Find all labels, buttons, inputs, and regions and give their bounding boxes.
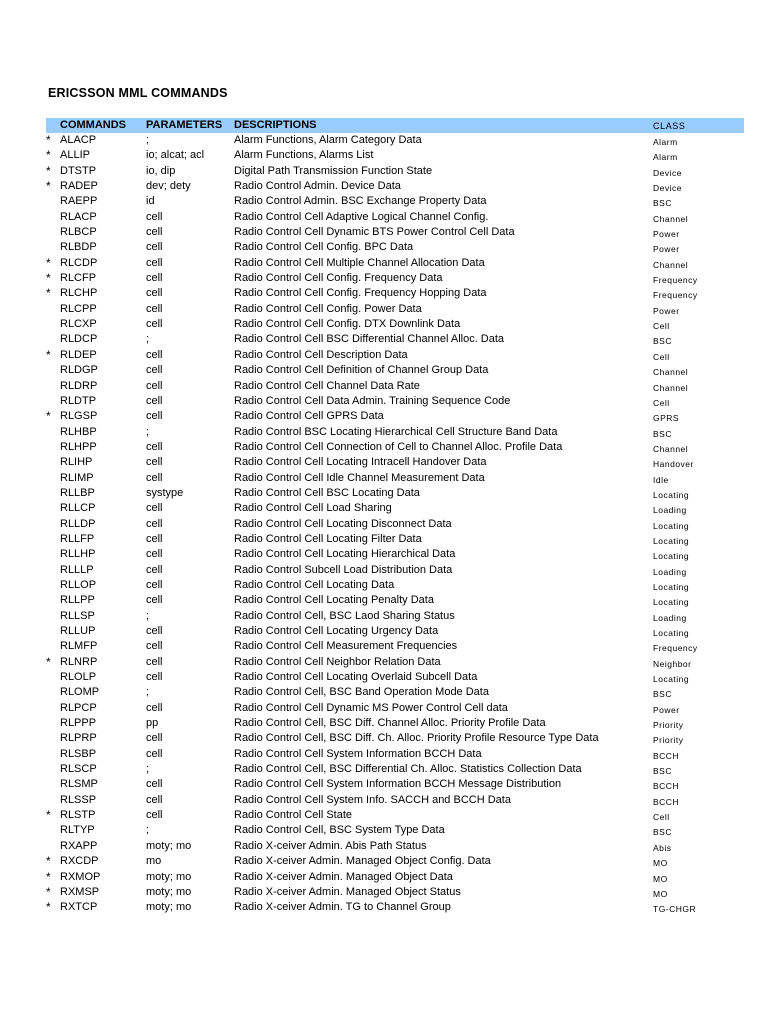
parameters-cell: moty; mo: [146, 885, 192, 898]
description-cell: Radio Control Cell System Info. SACCH and BCCH Data: [234, 793, 511, 806]
command-cell: RAEPP: [60, 195, 98, 208]
parameters-cell: cell: [146, 364, 163, 377]
command-cell: DTSTP: [60, 164, 97, 177]
star-marker: *: [46, 869, 51, 884]
description-cell: Radio Control Cell Locating Urgency Data: [234, 625, 439, 637]
class-cell: Locating: [653, 535, 690, 546]
class-cell: Locating: [653, 674, 690, 685]
command-cell: ALACP: [60, 134, 97, 146]
class-cell: Cell: [653, 397, 670, 408]
table-row: [0, 885, 768, 900]
table-row: [0, 793, 768, 808]
table-row: [0, 808, 768, 823]
class-cell: BSC: [653, 827, 672, 838]
table-header: [46, 118, 744, 133]
parameters-cell: cell: [146, 502, 163, 515]
star-marker: *: [46, 133, 51, 147]
parameters-cell: mo: [146, 855, 162, 868]
command-cell: RLNRP: [60, 655, 98, 668]
description-cell: Radio Control Cell Locating Disconnect Data: [234, 517, 452, 530]
table-row: [0, 685, 768, 700]
class-cell: Locating: [653, 597, 690, 608]
header-class: CLASS: [653, 121, 686, 131]
parameters-cell: cell: [146, 456, 163, 469]
command-cell: RLHPP: [60, 440, 97, 453]
description-cell: Radio Control Cell Description Data: [234, 348, 408, 361]
parameters-cell: cell: [146, 548, 163, 561]
parameters-cell: ;: [146, 763, 150, 776]
description-cell: Radio Control Cell Measurement Frequencies: [234, 640, 458, 653]
class-cell: Power: [653, 244, 680, 255]
table-row: [0, 302, 768, 317]
command-cell: RLLHP: [60, 548, 96, 561]
table-row: [0, 194, 768, 209]
class-cell: Locating: [653, 581, 690, 592]
table-row: [0, 578, 768, 593]
table-row: [0, 517, 768, 532]
class-cell: Frequency: [653, 643, 698, 654]
class-cell: Locating: [653, 628, 690, 638]
command-cell: RLHBP: [60, 425, 97, 438]
class-cell: Frequency: [653, 275, 698, 286]
command-cell: RLPRP: [60, 732, 97, 745]
table-row: [0, 624, 768, 639]
star-marker: *: [46, 854, 51, 869]
star-marker: *: [46, 409, 51, 424]
parameters-cell: io, dip: [146, 164, 176, 177]
command-cell: RLLDP: [60, 517, 96, 530]
parameters-cell: cell: [146, 348, 163, 361]
description-cell: Radio Control Cell Locating Intracell Handover Data: [234, 456, 487, 469]
description-cell: Radio Control Cell Locating Data: [234, 578, 395, 591]
command-cell: RLPPP: [60, 717, 97, 730]
class-cell: Channel: [653, 367, 689, 378]
command-cell: RXMOP: [60, 870, 101, 883]
description-cell: Alarm Functions, Alarms List: [234, 149, 374, 162]
parameters-cell: cell: [146, 302, 163, 315]
parameters-cell: cell: [146, 394, 163, 407]
description-cell: Radio Control Cell Locating Filter Data: [234, 532, 422, 545]
parameters-cell: cell: [146, 517, 163, 530]
parameters-cell: id: [146, 195, 155, 208]
parameters-cell: cell: [146, 226, 163, 239]
description-cell: Radio Control Cell Definition of Channel Group Data: [234, 364, 489, 377]
command-cell: RLSCP: [60, 763, 97, 776]
table-row: [0, 563, 768, 578]
table-row: [0, 210, 768, 225]
parameters-cell: dev; dety: [146, 180, 191, 193]
description-cell: Radio Control Cell, BSC Diff. Ch. Alloc. Priority Profile Resource Type Data: [234, 732, 599, 745]
parameters-cell: cell: [146, 594, 163, 607]
table-row: [0, 547, 768, 562]
parameters-cell: cell: [146, 287, 163, 300]
command-cell: RLACP: [60, 210, 97, 223]
parameters-cell: ;: [146, 686, 150, 699]
command-cell: RLDGP: [60, 364, 98, 377]
header-descriptions: DESCRIPTIONS: [234, 119, 317, 131]
command-cell: RLSBP: [60, 747, 97, 760]
class-cell: Power: [653, 704, 680, 715]
parameters-cell: cell: [146, 410, 163, 423]
table-row: [0, 532, 768, 547]
class-cell: Channel: [653, 443, 689, 454]
description-cell: Radio Control Cell, BSC Differential Ch. Alloc. Statistics Collection Data: [234, 763, 582, 776]
command-cell: RXAPP: [60, 839, 98, 852]
class-cell: Power: [653, 229, 680, 240]
star-marker: *: [46, 654, 51, 669]
table-row: [0, 425, 768, 440]
parameters-cell: moty; mo: [146, 901, 192, 914]
star-marker: *: [46, 255, 51, 270]
class-cell: BSC: [653, 428, 672, 439]
star-marker: *: [46, 347, 51, 362]
command-cell: RLLPP: [60, 594, 95, 607]
command-cell: RLCPP: [60, 302, 97, 315]
class-cell: Locating: [653, 489, 690, 500]
command-cell: RXMSP: [60, 885, 100, 898]
parameters-cell: cell: [146, 563, 163, 576]
description-cell: Radio Control Cell Adaptive Logical Channel Config.: [234, 210, 489, 223]
parameters-cell: cell: [146, 440, 163, 453]
command-cell: RLOLP: [60, 671, 97, 684]
class-cell: Cell: [653, 351, 670, 362]
class-cell: TG-CHGR: [653, 904, 697, 915]
class-cell: MO: [653, 873, 668, 884]
description-cell: Radio Control Cell State: [234, 809, 353, 822]
description-cell: Radio Control Subcell Load Distribution Data: [234, 563, 453, 576]
description-cell: Radio Control Admin. Device Data: [234, 180, 401, 193]
table-row: [0, 593, 768, 608]
table-row: [0, 870, 768, 885]
class-cell: Channel: [653, 259, 689, 270]
description-cell: Radio X-ceiver Admin. Managed Object Status: [234, 885, 461, 898]
command-cell: RLIMP: [60, 471, 94, 484]
description-cell: Radio Control Cell System Information BCCH Data: [234, 747, 482, 760]
parameters-cell: moty; mo: [146, 839, 192, 852]
description-cell: Radio X-ceiver Admin. Managed Object Config. Data: [234, 855, 491, 868]
table-row: [0, 225, 768, 240]
command-cell: RLSSP: [60, 793, 97, 806]
command-cell: RLCXP: [60, 318, 97, 331]
table-row: [0, 639, 768, 654]
table-row: [0, 348, 768, 363]
class-cell: Abis: [653, 842, 672, 853]
class-cell: BCCH: [653, 781, 680, 792]
parameters-cell: cell: [146, 778, 163, 791]
class-cell: MO: [653, 888, 668, 899]
command-cell: RLLUP: [60, 625, 96, 637]
description-cell: Radio Control Cell Load Sharing: [234, 502, 392, 515]
command-cell: RLLFP: [60, 532, 95, 545]
class-cell: BCCH: [653, 796, 680, 807]
star-marker: *: [46, 163, 51, 178]
description-cell: Radio Control Cell Channel Data Rate: [234, 379, 420, 392]
description-cell: Radio Control Cell Neighbor Relation Data: [234, 655, 441, 668]
description-cell: Radio Control Cell Config. Frequency Hopping Data: [234, 287, 487, 300]
parameters-cell: cell: [146, 640, 163, 653]
class-cell: Neighbor: [653, 658, 692, 669]
command-cell: RLDCP: [60, 333, 98, 346]
class-cell: Channel: [653, 382, 689, 393]
description-cell: Radio X-ceiver Admin. Abis Path Status: [234, 839, 427, 852]
header-commands: COMMANDS: [60, 119, 126, 131]
description-cell: Radio Control BSC Locating Hierarchical Cell Structure Band Data: [234, 425, 558, 438]
parameters-cell: pp: [146, 717, 159, 730]
table-row: [0, 148, 768, 163]
parameters-cell: cell: [146, 747, 163, 760]
table-row: [0, 747, 768, 762]
description-cell: Radio Control Cell Config. Power Data: [234, 302, 422, 315]
command-cell: RLPCP: [60, 701, 97, 714]
description-cell: Radio Control Cell Connection of Cell to Channel Alloc. Profile Data: [234, 440, 563, 453]
table-row: [0, 762, 768, 777]
description-cell: Digital Path Transmission Function State: [234, 164, 433, 177]
parameters-cell: cell: [146, 471, 163, 484]
command-cell: RLLSP: [60, 609, 95, 622]
description-cell: Radio Control Cell Config. DTX Downlink Data: [234, 318, 461, 331]
description-cell: Radio Control Cell Config. BPC Data: [234, 241, 414, 254]
command-cell: RLDTP: [60, 394, 97, 407]
parameters-cell: moty; mo: [146, 870, 192, 883]
description-cell: Radio X-ceiver Admin. Managed Object Data: [234, 870, 453, 883]
description-cell: Radio Control Cell, BSC Diff. Channel Alloc. Priority Profile Data: [234, 717, 546, 730]
class-cell: Channel: [653, 213, 689, 224]
command-cell: RLDEP: [60, 348, 97, 361]
page-title: ERICSSON MML COMMANDS: [48, 86, 228, 100]
table-row: [0, 609, 768, 624]
table-row: [0, 394, 768, 409]
header-parameters: PARAMETERS: [146, 119, 223, 131]
parameters-cell: ;: [146, 134, 150, 146]
class-cell: Cell: [653, 321, 670, 332]
command-table: [0, 133, 768, 916]
parameters-cell: cell: [146, 655, 163, 668]
table-row: [0, 240, 768, 255]
command-cell: RLSMP: [60, 778, 98, 791]
command-cell: RLOMP: [60, 686, 100, 699]
description-cell: Radio Control Cell Locating Overlaid Subcell Data: [234, 671, 478, 684]
description-cell: Radio Control Cell Locating Penalty Data: [234, 594, 434, 607]
table-row: [0, 440, 768, 455]
class-cell: Locating: [653, 520, 690, 531]
star-marker: *: [46, 900, 51, 915]
description-cell: Radio Control Cell GPRS Data: [234, 410, 384, 423]
table-row: [0, 455, 768, 470]
parameters-cell: ;: [146, 824, 150, 837]
command-cell: RLCFP: [60, 272, 97, 285]
table-row: [0, 256, 768, 271]
table-row: [0, 164, 768, 179]
class-cell: Priority: [653, 720, 684, 731]
table-row: [0, 900, 768, 915]
command-cell: RLTYP: [60, 824, 95, 837]
class-cell: Alarm: [653, 152, 678, 163]
command-cell: RXCDP: [60, 855, 99, 868]
description-cell: Radio Control Cell, BSC Band Operation Mode Data: [234, 686, 489, 699]
description-cell: Radio Control Cell Locating Hierarchical Data: [234, 548, 456, 561]
description-cell: Radio Control Cell BSC Differential Channel Alloc. Data: [234, 333, 505, 346]
class-cell: Loading: [653, 612, 687, 623]
description-cell: Radio Control Cell Config. Frequency Data: [234, 272, 443, 285]
table-row: [0, 486, 768, 501]
command-cell: RLLOP: [60, 578, 97, 591]
command-cell: RLCHP: [60, 287, 98, 300]
parameters-cell: cell: [146, 732, 163, 745]
class-cell: Device: [653, 167, 682, 178]
description-cell: Radio Control Admin. BSC Exchange Property Data: [234, 195, 487, 208]
description-cell: Radio Control Cell Dynamic MS Power Control Cell data: [234, 701, 508, 714]
class-cell: BSC: [653, 766, 672, 777]
command-cell: RADEP: [60, 180, 98, 193]
star-marker: *: [46, 148, 51, 163]
table-row: [0, 332, 768, 347]
description-cell: Radio Control Cell Data Admin. Training Sequence Code: [234, 394, 511, 407]
command-cell: RLSTP: [60, 809, 96, 822]
class-cell: Loading: [653, 566, 687, 577]
command-cell: RLMFP: [60, 640, 98, 653]
star-marker: *: [46, 286, 51, 301]
table-row: [0, 471, 768, 486]
command-cell: RLLCP: [60, 502, 96, 515]
parameters-cell: cell: [146, 532, 163, 545]
table-row: [0, 716, 768, 731]
parameters-cell: ;: [146, 609, 150, 622]
table-row: [0, 839, 768, 854]
command-cell: RLBDP: [60, 241, 97, 254]
table-row: [0, 670, 768, 685]
class-cell: Device: [653, 183, 682, 194]
command-cell: ALLIP: [60, 149, 90, 162]
command-cell: RXTCP: [60, 901, 98, 914]
parameters-cell: ;: [146, 425, 150, 438]
parameters-cell: cell: [146, 625, 163, 637]
parameters-cell: cell: [146, 272, 163, 285]
description-cell: Radio Control Cell Multiple Channel Allocation Data: [234, 256, 485, 269]
class-cell: Cell: [653, 812, 670, 823]
class-cell: Idle: [653, 474, 669, 485]
table-row: [0, 363, 768, 378]
table-row: [0, 701, 768, 716]
parameters-cell: cell: [146, 241, 163, 254]
table-row: [0, 271, 768, 286]
table-row: [0, 133, 768, 148]
description-cell: Radio Control Cell System Information BCCH Message Distribution: [234, 778, 562, 791]
star-marker: *: [46, 271, 51, 286]
command-cell: RLIHP: [60, 456, 93, 469]
description-cell: Radio Control Cell, BSC System Type Data: [234, 824, 445, 837]
class-cell: GPRS: [653, 413, 680, 424]
parameters-cell: cell: [146, 318, 163, 331]
table-row: [0, 854, 768, 869]
class-cell: MO: [653, 858, 668, 869]
class-cell: Frequency: [653, 290, 698, 301]
parameters-cell: systype: [146, 486, 184, 499]
command-cell: RLCDP: [60, 256, 98, 269]
parameters-cell: cell: [146, 793, 163, 806]
class-cell: BSC: [653, 689, 672, 700]
description-cell: Radio Control Cell Idle Channel Measurement Data: [234, 471, 485, 484]
star-marker: *: [46, 808, 51, 823]
parameters-cell: cell: [146, 210, 163, 223]
table-row: [0, 501, 768, 516]
parameters-cell: cell: [146, 671, 163, 684]
class-cell: BSC: [653, 198, 672, 209]
class-cell: Alarm: [653, 137, 678, 147]
star-marker: *: [46, 179, 51, 194]
class-cell: BSC: [653, 336, 672, 347]
command-cell: RLGSP: [60, 410, 98, 423]
parameters-cell: cell: [146, 379, 163, 392]
table-row: [0, 286, 768, 301]
class-cell: Handover: [653, 459, 694, 470]
class-cell: Locating: [653, 551, 690, 562]
description-cell: Alarm Functions, Alarm Category Data: [234, 134, 422, 146]
parameters-cell: cell: [146, 578, 163, 591]
command-cell: RLBCP: [60, 226, 97, 239]
description-cell: Radio Control Cell BSC Locating Data: [234, 486, 420, 499]
description-cell: Radio X-ceiver Admin. TG to Channel Group: [234, 901, 451, 914]
class-cell: Priority: [653, 735, 684, 746]
table-row: [0, 379, 768, 394]
command-cell: RLDRP: [60, 379, 98, 392]
parameters-cell: ;: [146, 333, 150, 346]
table-row: [0, 409, 768, 424]
description-cell: Radio Control Cell, BSC Laod Sharing Status: [234, 609, 455, 622]
command-cell: RLLBP: [60, 486, 95, 499]
parameters-cell: io; alcat; acl: [146, 149, 205, 162]
table-row: [0, 823, 768, 838]
class-cell: Loading: [653, 505, 687, 516]
table-row: [0, 179, 768, 194]
parameters-cell: cell: [146, 701, 163, 714]
table-row: [0, 731, 768, 746]
class-cell: BCCH: [653, 750, 680, 761]
parameters-cell: cell: [146, 256, 163, 269]
table-row: [0, 777, 768, 792]
class-cell: Power: [653, 305, 680, 316]
parameters-cell: cell: [146, 809, 163, 822]
table-row: [0, 655, 768, 670]
command-cell: RLLLP: [60, 563, 94, 576]
description-cell: Radio Control Cell Dynamic BTS Power Control Cell Data: [234, 226, 515, 239]
table-row: [0, 317, 768, 332]
star-marker: *: [46, 884, 51, 899]
